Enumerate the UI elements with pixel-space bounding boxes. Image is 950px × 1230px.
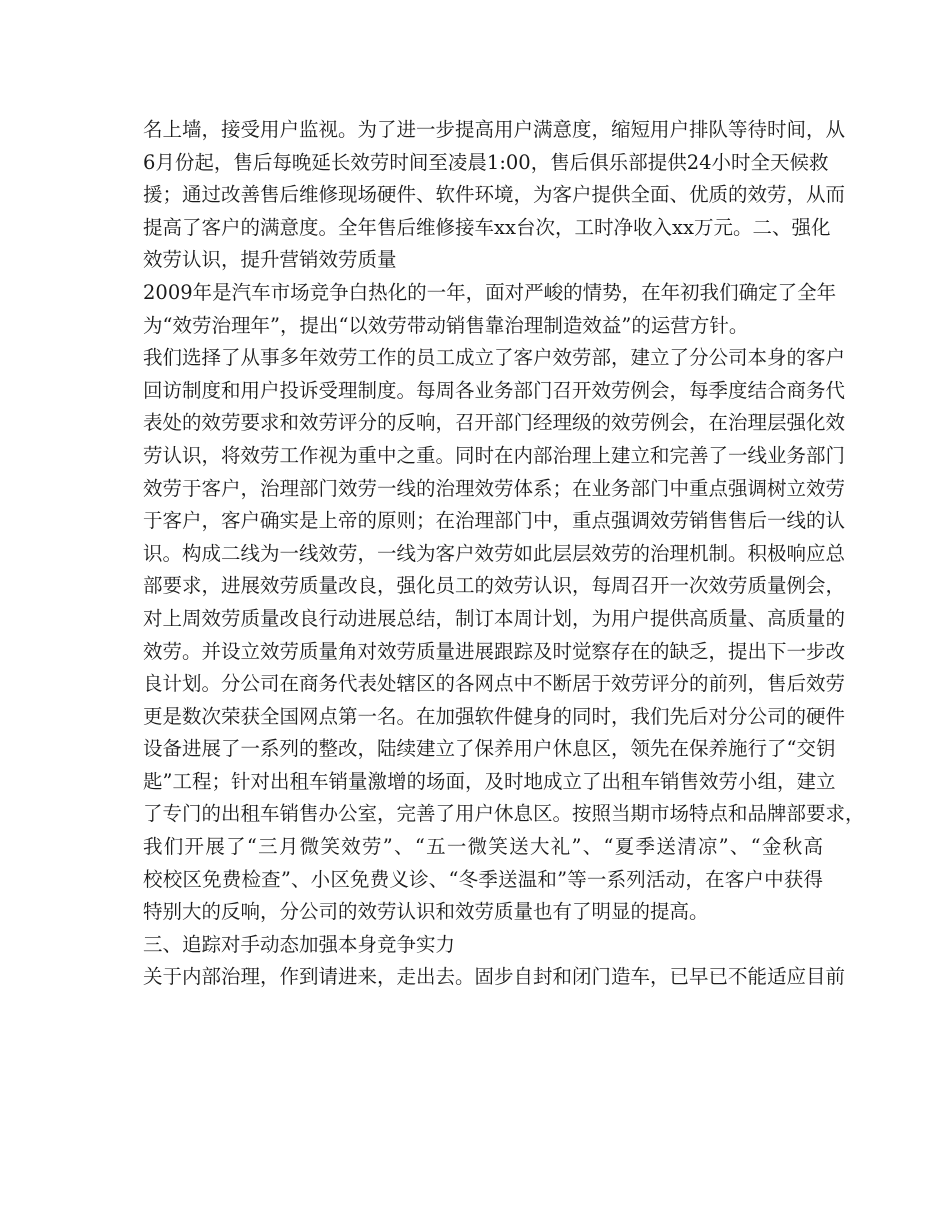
text-line: 更是数次荣获全国网点第一名。在加强软件健身的同时，我们先后对分公司的硬件 <box>143 704 846 728</box>
text-line: 设备进展了一系列的整改，陆续建立了保养用户休息区，领先在保养施行了“交钥 <box>143 737 836 761</box>
text-line: 于客户，客户确实是上帝的原则；在治理部门中，重点强调效劳销售售后一线的认 <box>143 509 846 533</box>
text-line: 良计划。分公司在商务代表处辖区的各网点中不断居于效劳评分的前列，售后效劳 <box>143 672 846 696</box>
text-line: 劳认识，将效劳工作视为重中之重。同时在内部治理上建立和完善了一线业务部门 <box>143 443 846 467</box>
text-line: 特别大的反响，分公司的效劳认识和效劳质量也有了明显的提高。 <box>143 900 709 924</box>
text-line: 了专门的出租车销售办公室，完善了用户休息区。按照当期市场特点和品牌部要求， <box>143 802 865 826</box>
text-line: 2009年是汽车市场竞争白热化的一年，面对严峻的情势，在年初我们确定了全年 <box>143 280 837 304</box>
text-line: 我们选择了从事多年效劳工作的员工成立了客户效劳部，建立了分公司本身的客户 <box>143 346 846 370</box>
text-line: 我们开展了“三月微笑效劳”、“五一微笑送大礼”、“夏季送清凉”、“金秋高 <box>143 835 823 859</box>
text-line: 部要求，进展效劳质量改良，强化员工的效劳认识，每周召开一次效劳质量例会， <box>143 574 846 598</box>
body-text <box>143 114 865 994</box>
text-line: 识。构成二线为一线效劳，一线为客户效劳如此层层效劳的治理机制。积极响应总 <box>143 541 846 565</box>
text-line: 效劳认识，提升营销效劳质量 <box>143 248 397 272</box>
text-line: 效劳于客户，治理部门效劳一线的治理效劳体系；在业务部门中重点强调树立效劳 <box>143 476 846 500</box>
text-line: 6月份起，售后每晚延长效劳时间至凌晨1:00，售后俱乐部提供24小时全天候救 <box>143 150 829 174</box>
text-line: 三、追踪对手动态加强本身竞争实力 <box>143 932 456 956</box>
text-line: 回访制度和用户投诉受理制度。每周各业务部门召开效劳例会，每季度结合商务代 <box>143 378 846 402</box>
text-line: 匙”工程；针对出租车销量激增的场面，及时地成立了出租车销售效劳小组，建立 <box>143 769 836 793</box>
text-line: 对上周效劳质量改良行动进展总结，制订本周计划，为用户提供高质量、高质量的 <box>143 606 846 630</box>
text-line: 表处的效劳要求和效劳评分的反响，召开部门经理级的效劳例会，在治理层强化效 <box>143 411 846 435</box>
text-line: 效劳。并设立效劳质量角对效劳质量进展跟踪及时觉察存在的缺乏，提出下一步改 <box>143 639 846 663</box>
text-line: 提高了客户的满意度。全年售后维修接车xx台次，工时净收入xx万元。二、强化 <box>143 215 831 239</box>
text-line: 为“效劳治理年”，提出“以效劳带动销售靠治理制造效益”的运营方针。 <box>143 313 749 337</box>
text-line: 关于内部治理，作到请进来，走出去。固步自封和闭门造车，已早已不能适应目前 <box>143 965 846 989</box>
text-line: 援；通过改善售后维修现场硬件、软件环境，为客户提供全面、优质的效劳，从而 <box>143 183 846 207</box>
text-line: 校校区免费检查”、小区免费义诊、“冬季送温和”等一系列活动，在客户中获得 <box>143 867 823 891</box>
text-line: 名上墙，接受用户监视。为了进一步提高用户满意度，缩短用户排队等待时间，从 <box>143 118 846 141</box>
